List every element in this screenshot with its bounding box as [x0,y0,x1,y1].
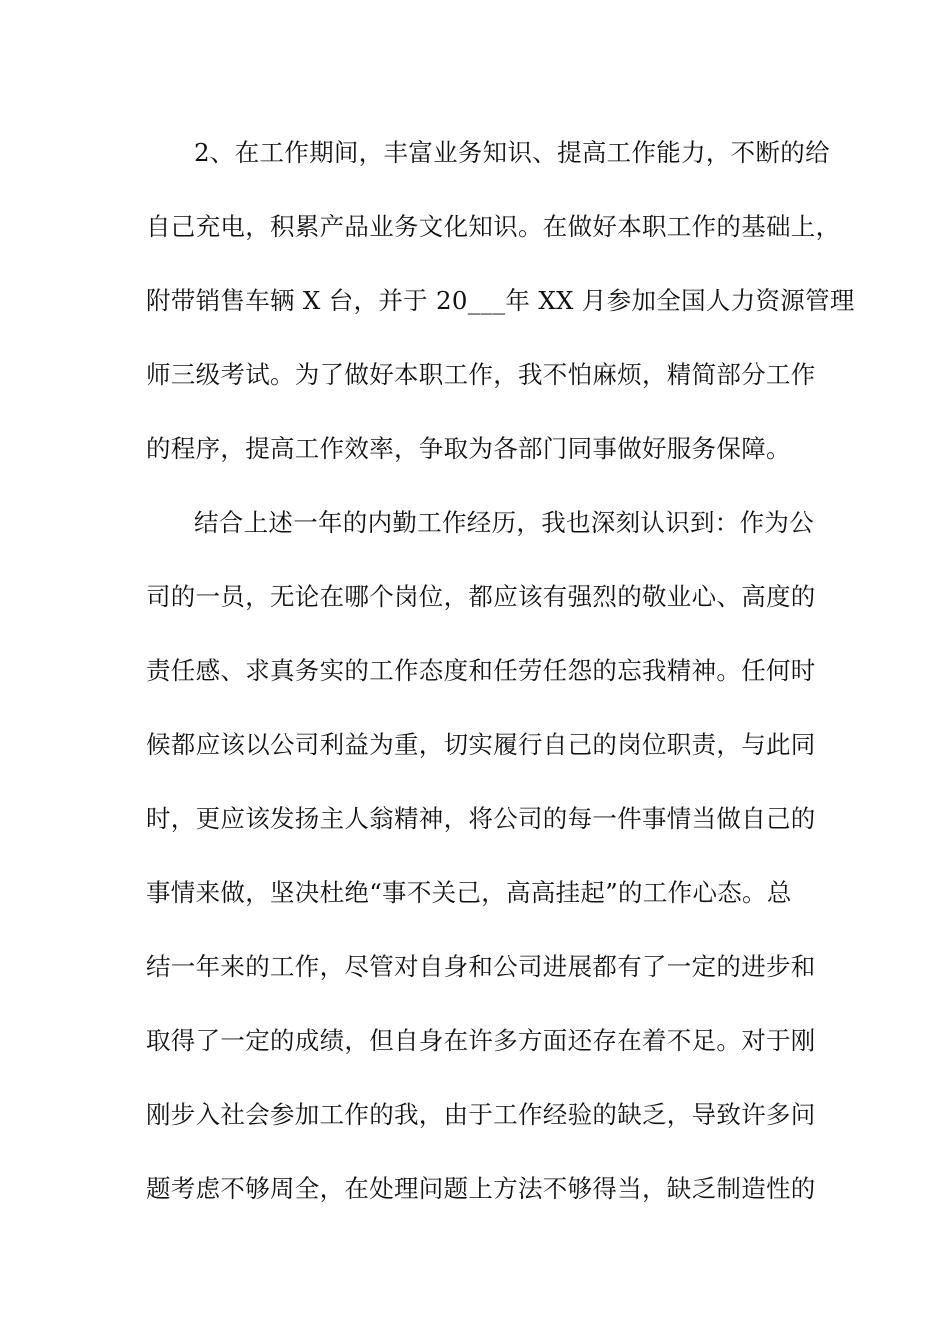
text-line: 自己充电，积累产品业务文化知识。在做好本职工作的基础上， [146,212,841,241]
text-line: 结一年来的工作，尽管对自身和公司进展都有了一定的进步和 [146,952,816,981]
text-line: 的程序，提高工作效率，争取为各部门同事做好服务保障。 [146,434,791,463]
text-line: 附带销售车辆 X 台，并于 20___年 XX 月参加全国人力资源管理 [146,286,855,315]
text-line: 候都应该以公司利益为重，切实履行自己的岗位职责，与此同 [146,730,816,759]
text-line: 结合上述一年的内勤工作经历，我也深刻认识到：作为公 [194,508,814,537]
text-line: 2、在工作期间，丰富业务知识、提高工作能力，不断的给 [194,138,830,167]
text-line: 时，更应该发扬主人翁精神，将公司的每一件事情当做自己的 [146,804,816,833]
text-line: 取得了一定的成绩，但自身在许多方面还存在着不足。对于刚 [146,1026,816,1055]
text-line: 题考虑不够周全，在处理问题上方法不够得当，缺乏制造性的 [146,1174,816,1203]
text-line: 师三级考试。为了做好本职工作，我不怕麻烦，精简部分工作 [146,360,816,389]
text-line: 刚步入社会参加工作的我，由于工作经验的缺乏，导致许多问 [146,1100,816,1129]
text-line: 事情来做，坚决杜绝“事不关己，高高挂起”的工作心态。总 [146,878,792,907]
text-line: 责任感、求真务实的工作态度和任劳任怨的忘我精神。任何时 [146,656,816,685]
text-line: 司的一员，无论在哪个岗位，都应该有强烈的敬业心、高度的 [146,582,816,611]
